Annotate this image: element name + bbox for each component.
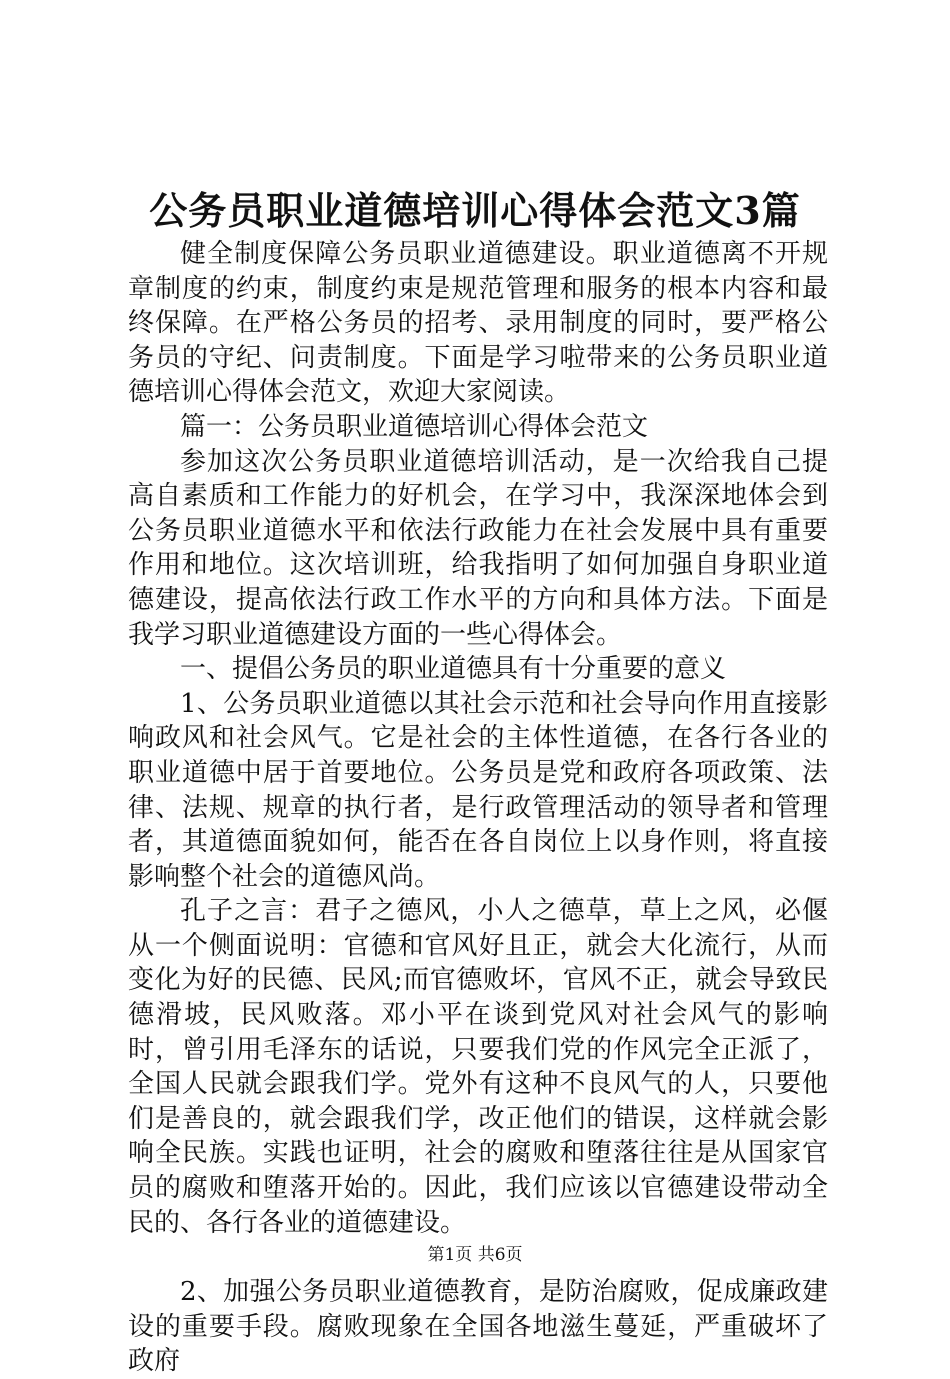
document-body: [128, 237, 828, 1379]
document-title: 公务员职业道德培训心得体会范文3篇: [149, 188, 801, 233]
paragraph-heading-one: 一、提倡公务员的职业道德具有十分重要的意义: [180, 654, 727, 685]
paragraph-point-two: 2、加强公务员职业道德教育，是防治腐败，促成廉政建设的重要手段。腐败现象在全国各地滋生蔓延，严重破坏了政府: [128, 1277, 828, 1377]
paragraph-intro: 健全制度保障公务员职业道德建设。职业道德离不开规章制度的约束，制度约束是规范管理和服务的根本内容和最终保障。在严格公务员的招考、录用制度的同时，要严格公务员的守纪、问责制度。下面是学习啦带来的公务员职业道德培训心得体会范文，欢迎大家阅读。: [128, 239, 828, 408]
paragraph-section-heading: 篇一：公务员职业道德培训心得体会范文: [180, 411, 649, 442]
paragraph-confucius: 孔子之言：君子之德风，小人之德草，草上之风，必偃从一个侧面说明：官德和官风好且正，就会大化流行，从而变化为好的民德、民风;而官德败坏，官风不正，就会导致民德滑坡，民风败落。邓小平在谈到党风对社会风气的影响时，曾引用毛泽东的话说，只要我们党的作风完全正派了，全国人民就会跟我们学。党外有这种不良风气的人，只要他们是善良的，就会跟我们学，改正他们的错误，这样就会影响全民族。实践也证明，社会的腐败和堕落往往是从国家官员的腐败和堕落开始的。因此，我们应该以官德建设带动全民的、各行各业的道德建设。: [128, 896, 828, 1238]
paragraph-training: 参加这次公务员职业道德培训活动，是一次给我自己提高自素质和工作能力的好机会，在学习中，我深深地体会到公务员职业道德水平和依法行政能力在社会发展中具有重要作用和地位。这次培训班，给我指明了如何加强自身职业道德建设，提高依法行政工作水平的方向和具体方法。下面是我学习职业道德建设方面的一些心得体会。: [128, 446, 828, 650]
paragraph-point-one: 1、公务员职业道德以其社会示范和社会导向作用直接影响政风和社会风气。它是社会的主体性道德，在各行各业的职业道德中居于首要地位。公务员是党和政府各项政策、法律、法规、规章的执行者，是行政管理活动的领导者和管理者，其道德面貌如何，能否在各自岗位上以身作则，将直接影响整个社会的道德风尚。: [128, 688, 828, 892]
page-footer: 第1页 共6页: [427, 1245, 523, 1265]
